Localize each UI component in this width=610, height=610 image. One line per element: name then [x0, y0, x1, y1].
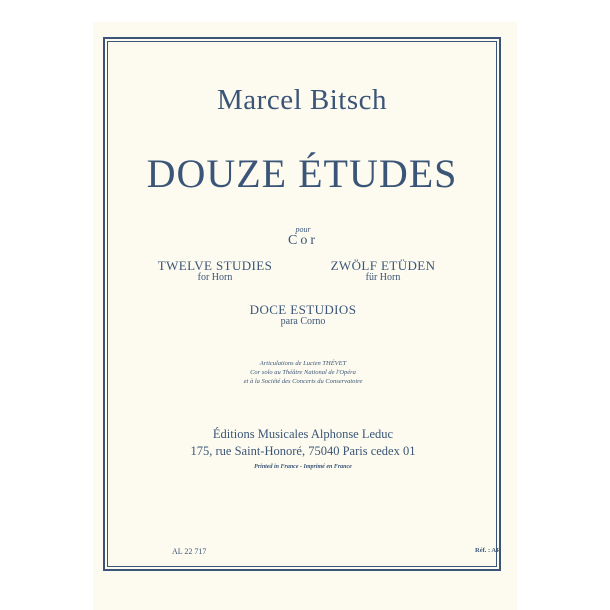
publisher-address: 175, rue Saint-Honoré, 75040 Paris cedex 01	[190, 444, 416, 458]
english-subtitle: for Horn	[197, 272, 233, 283]
work-title: DOUZE ÉTUDES	[146, 151, 458, 196]
pour-label: pour	[295, 225, 311, 234]
instrument-label: Cor	[288, 233, 318, 248]
credit-line: et à la Société des Concerts du Conservatoire	[243, 378, 363, 385]
catalog-number: AL 22 717	[172, 547, 207, 556]
german-title: ZWÖLF ETÜDEN	[330, 258, 436, 273]
spanish-title: DOCE ESTUDIOS	[249, 302, 357, 317]
spanish-subtitle: para Corno	[280, 316, 326, 327]
english-title: TWELVE STUDIES	[157, 258, 273, 273]
publisher-name: Éditions Musicales Alphonse Leduc	[212, 427, 394, 441]
printed-in-label: Printed in France - Imprimé en France	[254, 464, 352, 470]
composer-name: Marcel Bitsch	[217, 84, 387, 116]
credit-line: Cor solo au Théâtre National de l'Opéra	[250, 369, 356, 376]
german-subtitle: für Horn	[365, 272, 401, 283]
credit-line: Articulations de Lucien THÉVET	[259, 360, 347, 367]
reference-code: Réf. : AR	[475, 547, 501, 554]
